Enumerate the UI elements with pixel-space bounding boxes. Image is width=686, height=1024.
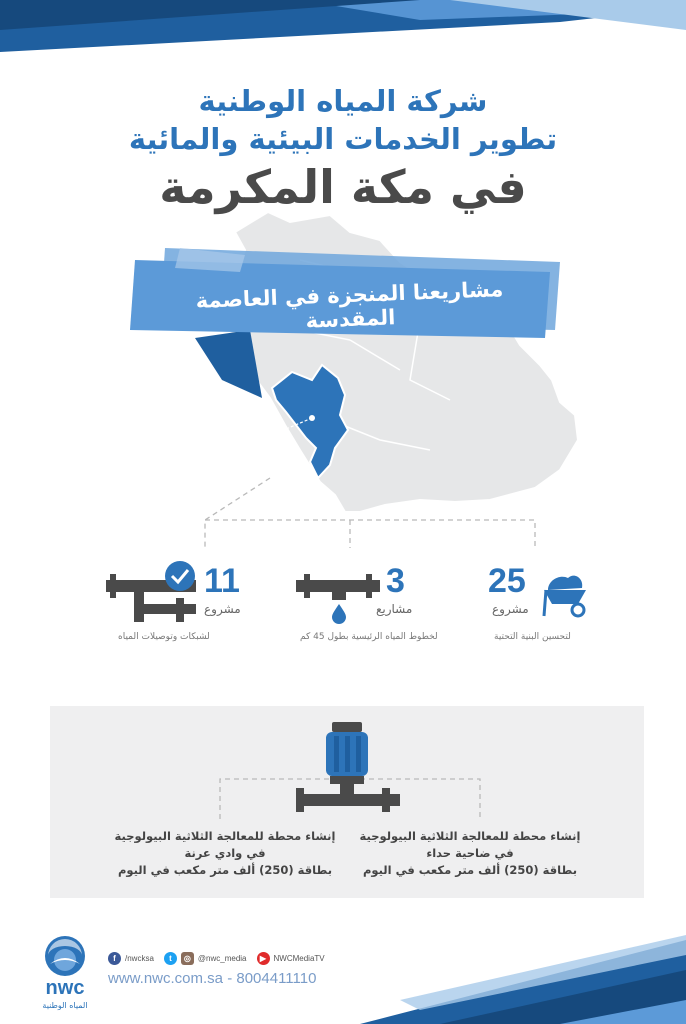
stat-description: لتحسين البنية التحتية <box>494 632 571 642</box>
stat-unit: مشاريع <box>376 602 413 616</box>
nwc-logo <box>34 934 96 1014</box>
stat-number: 11 <box>204 562 240 600</box>
stat-unit: مشروع <box>204 602 241 616</box>
title-line-2: تطوير الخدمات البيئية والمائية <box>128 122 558 156</box>
pipe-network-check-icon <box>106 560 202 626</box>
water-pipe-icon <box>296 574 380 624</box>
stat-description: لشبكات وتوصيلات المياه <box>118 632 210 642</box>
stat-water-networks <box>100 560 300 650</box>
stat-number: 3 <box>386 562 405 600</box>
instagram-handle[interactable]: @nwc_media <box>197 953 247 963</box>
wheelbarrow-icon <box>542 568 590 620</box>
banner-title: مشاريعنا المنجزة في العاصمة المقدسة <box>195 277 504 333</box>
project-line: بطاقة (250) ألف متر مكعب في اليوم <box>362 863 578 877</box>
project-line: في ضاحية حداء <box>426 846 514 860</box>
instagram-icon[interactable]: ◎ <box>181 952 194 965</box>
project-hadaa <box>340 828 600 879</box>
title-line-3: في مكة المكرمة <box>159 160 527 214</box>
project-line: إنشاء محطة للمعالجة الثلاثية البيولوجية <box>114 829 336 843</box>
contact-info[interactable]: www.nwc.com.sa - 8004411110 <box>108 970 317 987</box>
pump-icon <box>290 718 405 818</box>
logo-wordmark: nwc <box>45 977 85 999</box>
facebook-icon[interactable]: f <box>108 952 121 965</box>
title-line-1: شركة المياه الوطنية <box>198 84 488 118</box>
twitter-icon[interactable]: t <box>164 952 177 965</box>
stat-main-lines <box>280 560 480 650</box>
stat-infrastructure <box>470 560 670 650</box>
stat-number: 25 <box>488 562 526 600</box>
youtube-icon[interactable]: ▶ <box>257 952 270 965</box>
bottom-decorative-band <box>0 914 686 1024</box>
stat-unit: مشروع <box>492 602 529 616</box>
map-connectors <box>0 470 686 550</box>
stat-description: لخطوط المياه الرئيسية بطول 45 كم <box>300 632 438 642</box>
youtube-handle[interactable]: NWCMediaTV <box>273 953 325 963</box>
social-links <box>108 950 325 966</box>
top-decorative-band <box>0 0 686 52</box>
project-wadi-urana <box>95 828 355 879</box>
project-line: إنشاء محطة للمعالجة الثلاثية البيولوجية <box>359 829 581 843</box>
project-line: بطاقة (250) ألف متر مكعب في اليوم <box>117 863 333 877</box>
logo-arabic: المياه الوطنية <box>42 1001 88 1010</box>
facebook-handle[interactable]: /nwcksa <box>125 953 154 963</box>
project-line: في وادي عرنة <box>184 846 266 860</box>
